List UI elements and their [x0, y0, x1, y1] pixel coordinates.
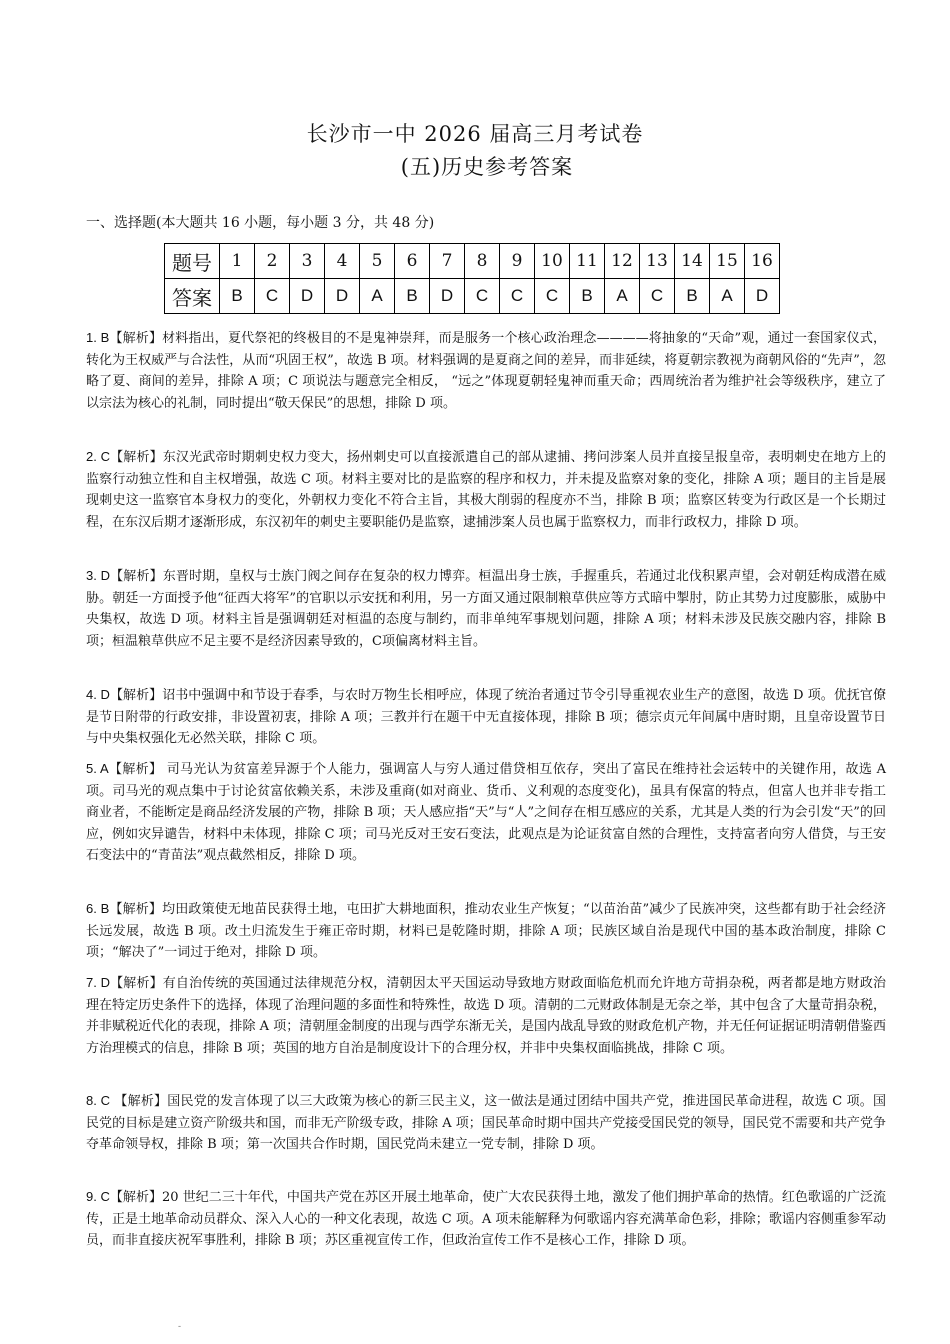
section-heading: 一、选择题(本大题共 16 小题，每小题 3 分，共 48 分): [86, 215, 435, 231]
explanation-text: 【解析】有自治传统的英国通过法律规范分权，清朝因太平天国运动导致地方财政面临危机而允许地方苛捐杂税，两者都是地方财政治理在特定历史条件下的选择，体现了治理问题的多面性和特殊性，故选 D 项。清朝的二元财政体制是无奈之举，其中包含了大量苛捐杂税，并非赋税近代化的表现，排除 A 项；清朝厘金制度的出现与西学东渐无关，是国内战乱导致的财政危机产物，并无任何证据证明清朝借鉴西方治理模式的信息，排除 B 项；英国的地方自治是制度设计下的合理分权，并非中央集权面临挑战，排除 C 项。: [86, 976, 886, 1056]
answer-letter: C: [500, 279, 535, 314]
explanation-4: [86, 684, 886, 750]
number-row-label: 题号: [165, 244, 220, 279]
explanation-5: [86, 758, 886, 867]
explanation-answer: 4. D: [86, 687, 110, 702]
answer-row-label: 答案: [165, 279, 220, 314]
explanation-text: 【解析】东晋时期，皇权与士族门阀之间存在复杂的权力博弈。桓温出身士族，手握重兵，若通过北伐积累声望，会对朝廷构成潜在威胁。朝廷一方面授予他“征西大将军”的官职以示安抚和利用，另一方面又通过限制粮草供应等方式暗中掣肘，防止其势力过度膨胀，威胁中央集权，故选 D 项。材料主旨是强调朝廷对桓温的态度与制约，而非单纯军事规划问题，排除 A 项；材料未涉及民族交融内容，排除 B 项；桓温粮草供应不足主要不是经济因素导致的，C项偏离材料主旨。: [86, 569, 886, 649]
explanation-answer: 6. B: [86, 901, 110, 916]
footer-mark: -: [178, 1322, 182, 1332]
answer-letter: B: [675, 279, 710, 314]
question-number: 14: [675, 244, 710, 279]
question-number: 5: [360, 244, 395, 279]
document-title: 长沙市一中 2026 届高三月考试卷: [306, 122, 644, 146]
document-subtitle: (五)历史参考答案: [400, 155, 574, 179]
question-number: 4: [325, 244, 360, 279]
answer-table: [164, 243, 780, 314]
explanation-9: [86, 1186, 886, 1252]
answer-letter: A: [605, 279, 640, 314]
explanation-answer: 2. C: [86, 449, 110, 464]
explanation-answer: 1. B: [86, 330, 110, 345]
explanation-1: [86, 327, 886, 414]
question-number: 8: [465, 244, 500, 279]
answer-letter: B: [395, 279, 430, 314]
answer-letter: B: [570, 279, 605, 314]
question-number: 16: [745, 244, 780, 279]
explanation-3: [86, 565, 886, 652]
question-number: 9: [500, 244, 535, 279]
explanation-answer: 9. C: [86, 1189, 110, 1204]
explanation-answer: 3. D: [86, 568, 110, 583]
question-number: 6: [395, 244, 430, 279]
question-number: 12: [605, 244, 640, 279]
answer-letter: C: [535, 279, 570, 314]
explanation-text: 【解析】国民党的发言体现了以三大政策为核心的新三民主义，这一做法是通过团结中国共产党，推进国民革命进程，故选 C 项。国民党的目标是建立资产阶级共和国，而非无产阶级专政，排除 A 项；国民革命时期中国共产党接受国民党的领导，国民党不需要和共产党争夺革命领导权，排除 B 项；第一次国共合作时期，国民党尚未建立一党专制，排除 D 项。: [86, 1094, 886, 1152]
explanation-8: [86, 1090, 886, 1156]
explanation-answer: 8. C: [86, 1093, 111, 1108]
explanation-2: [86, 446, 886, 533]
answer-table-number-row: [165, 244, 780, 279]
answer-letter: C: [465, 279, 500, 314]
explanation-text: 【解析】诏书中强调中和节设于春季，与农时万物生长相呼应，体现了统治者通过节令引导重视农业生产的意图，故选 D 项。优抚官僚是节日附带的行政安排，非设置初衷，排除 A 项；三教并行在题干中无直接体现，排除 B 项；德宗贞元年间属中唐时期，且皇帝设置节日与中央集权强化无必然关联，排除 C 项。: [86, 688, 886, 746]
answer-letter: D: [290, 279, 325, 314]
answer-letter: A: [360, 279, 395, 314]
question-number: 7: [430, 244, 465, 279]
answer-letter: C: [255, 279, 290, 314]
answer-letter: C: [640, 279, 675, 314]
answer-letter: D: [430, 279, 465, 314]
explanation-text: 【解析】均田政策使无地苗民获得土地，屯田扩大耕地面积，推动农业生产恢复；“以苗治苗”减少了民族冲突，这些都有助于社会经济长远发展，故选 B 项。改土归流发生于雍正帝时期，材料已是乾隆时期，排除 A 项；民族区域自治是现代中国的基本政治制度，排除 C 项；“解决了”一词过于绝对，排除 D 项。: [86, 902, 887, 960]
answer-letter: D: [325, 279, 360, 314]
explanation-7: [86, 972, 886, 1059]
explanation-answer: 5. A: [86, 761, 109, 776]
question-number: 15: [710, 244, 745, 279]
explanation-6: [86, 898, 886, 964]
explanation-text: 【解析】东汉光武帝时期刺史权力变大，扬州刺史可以直接派遣自己的部从逮捕、拷问涉案人员并直接呈报皇帝，表明刺史在地方上的监察行动独立性和自主权增强，故选 C 项。材料主要对比的是监察的程序和权力，并未提及监察对象的变化，排除 A 项；题目的主旨是展现刺史这一监察官本身权力的变化，外朝权力变化不符合主旨，其极大削弱的程度亦不当，排除 B 项；监察区转变为行政区是一个长期过程，在东汉后期才逐渐形成，东汉初年的刺史主要职能仍是监察，逮捕涉案人员也属于监察权力，而非行政权力，排除 D 项。: [86, 450, 886, 530]
question-number: 11: [570, 244, 605, 279]
explanation-answer: 7. D: [86, 975, 110, 990]
question-number: 3: [290, 244, 325, 279]
question-number: 2: [255, 244, 290, 279]
explanation-text: 【解析】 司马光认为贫富差异源于个人能力，强调富人与穷人通过借贷相互依存，突出了富民在维持社会运转中的关键作用，故选 A 项。司马光的观点集中于讨论贫富依赖关系，未涉及重商(如对商业、货币、义利观的态度变化)，虽具有保富的特点，但富人也并非专指工商业者，不能断定是商品经济发展的产物，排除 B 项；天人感应指“天”与“人”之间存在相互感应的关系，尤其是人类的行为会引发“天”的回应，例如灾异谴告，材料中未体现，排除 C 项；司马光反对王安石变法，此观点是为论证贫富自然的合理性，支持富者向穷人借贷，与王安石变法中的“青苗法”观点截然相反，排除 D 项。: [86, 762, 886, 863]
answer-letter: D: [745, 279, 780, 314]
explanation-text: 【解析】材料指出，夏代祭祀的终极目的不是鬼神崇拜，而是服务一个核心政治理念————将抽象的“天命”观，通过一套国家仪式，转化为王权威严与合法性，从而“巩固王权”，故选 B 项。材料强调的是夏商之间的差异，而非延续，将夏朝宗教视为商朝风俗的“先声”，忽略了夏、商间的差异，排除 A 项；C 项说法与题意完全相反， “远之”体现夏朝轻鬼神而重天命；西周统治者为维护社会等级秩序，建立了以宗法为核心的礼制，同时提出“敬天保民”的思想，排除 D 项。: [86, 331, 887, 411]
answer-table-answer-row: [165, 279, 780, 314]
answer-letter: B: [220, 279, 255, 314]
question-number: 10: [535, 244, 570, 279]
question-number: 1: [220, 244, 255, 279]
answer-letter: A: [710, 279, 745, 314]
question-number: 13: [640, 244, 675, 279]
explanation-text: 【解析】20 世纪二三十年代，中国共产党在苏区开展土地革命，使广大农民获得土地，激发了他们拥护革命的热情。红色歌谣的广泛流传，正是土地革命动员群众、深入人心的一种文化表现，故选 C 项。A 项未能解释为何歌谣内容充满革命色彩，排除；歌谣内容侧重参军动员，而非直接庆祝军事胜利，排除 B 项；苏区重视宣传工作，但政治宣传工作不是核心工作，排除 D 项。: [86, 1190, 886, 1248]
